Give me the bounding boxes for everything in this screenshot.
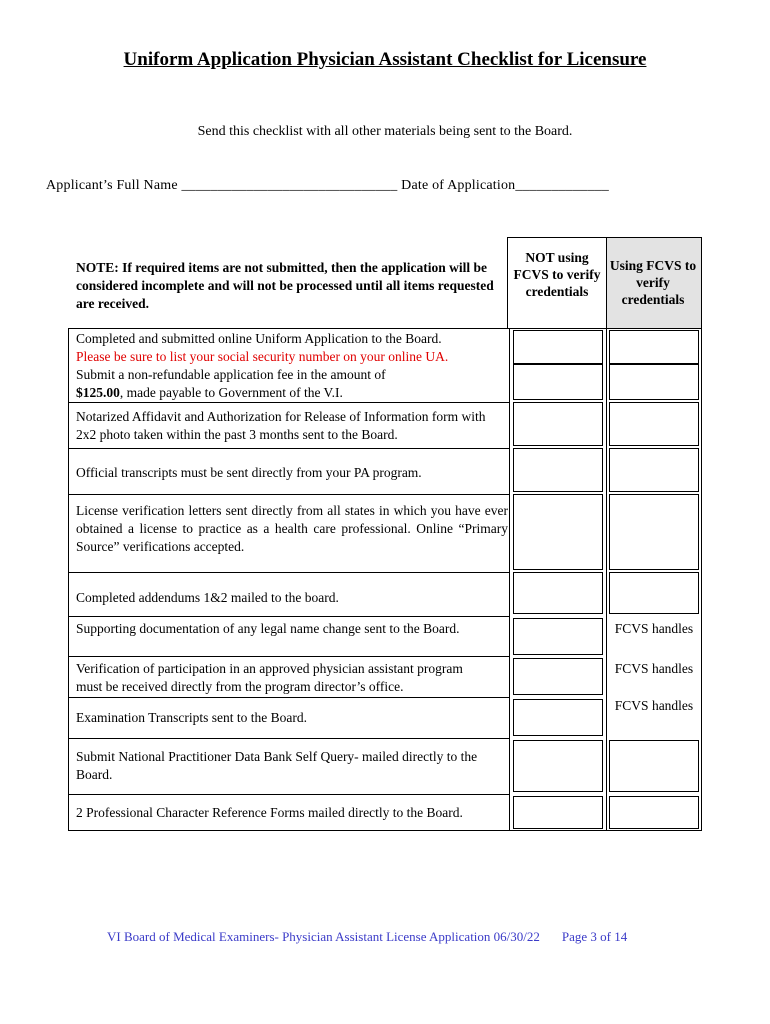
checklist-item-examination-transcripts: Examination Transcripts sent to the Board. [76,710,307,725]
checklist-item-application-fee [70,366,510,402]
checkbox-using[interactable] [609,494,699,570]
row-divider [68,738,509,739]
checkbox-using[interactable] [609,330,699,364]
footer-document-name: VI Board of Medical Examiners- Physician Assistant License Application 06/30/22 [107,929,540,944]
date-blank: _____________ [515,178,609,193]
checklist-item-legal-name-change: Supporting documentation of any legal name change sent to the Board. [76,621,460,636]
checkbox-using[interactable] [609,364,699,400]
item-text: , made payable to Government of the V.I. [119,385,343,400]
checkbox-not-using[interactable] [513,448,603,492]
row-divider [68,402,509,403]
checklist-item-npdb-self-query: Submit National Practitioner Data Bank Self Query- mailed directly to the Board. [76,749,478,782]
checkbox-not-using[interactable] [513,740,603,792]
checkbox-not-using[interactable] [513,494,603,570]
document-title: Uniform Application Physician Assistant Checklist for Licensure [123,49,647,70]
checkbox-not-using[interactable] [513,364,603,400]
date-label: Date of Application [401,178,516,193]
name-blank: ______________________________ [181,178,398,193]
checkbox-not-using[interactable] [513,330,603,364]
column-header-not-using-fcvs: NOT using FCVS to verify credentials [513,250,601,299]
checkbox-using[interactable] [609,740,699,792]
item-text: Completed and submitted online Uniform Application to the Board. [76,331,442,346]
checkbox-using[interactable] [609,572,699,614]
row-divider [68,697,509,698]
checkbox-not-using[interactable] [513,699,603,736]
fcvs-handles-label: FCVS handles [614,661,694,676]
checkbox-using[interactable] [609,448,699,492]
note-text: NOTE: If required items are not submitted, then the application will be considered incomplete and will not be processed until all items requested are received. [76,260,494,311]
name-label: Applicant’s Full Name [46,178,178,193]
document-subtitle: Send this checklist with all other materials being sent to the Board. [197,124,573,139]
item-warning-note: Please be sure to list your social security number on your online UA. [76,349,449,364]
checklist-item-pa-program-verification: Verification of participation in an approved physician assistant program must be received directly from the program director’s office. [76,661,463,694]
checklist-item-license-verification: License verification letters sent directly from all states in which you have ever obtained a license to practice as a health care professional. Online “Primary Source” verifications accepted. [76,503,508,554]
row-divider [68,572,509,573]
checkbox-using[interactable] [609,402,699,446]
checklist-item-notarized-affidavit: Notarized Affidavit and Authorization for Release of Information form with 2x2 photo taken within the past 3 months sent to the Board. [76,409,486,442]
checkbox-not-using[interactable] [513,572,603,614]
checklist-item-character-references: 2 Professional Character Reference Forms mailed directly to the Board. [76,805,463,820]
checklist-item-online-application [70,330,510,366]
fcvs-handles-label: FCVS handles [614,621,694,636]
column-divider [509,328,510,831]
row-divider [68,794,509,795]
page-footer [107,929,627,945]
column-header-using-fcvs: Using FCVS to verify credentials [609,258,697,307]
row-divider [68,448,509,449]
fcvs-handles-label: FCVS handles [614,698,694,713]
checklist-item-official-transcripts: Official transcripts must be sent directly from your PA program. [76,465,422,480]
row-divider [68,616,509,617]
row-divider [68,656,509,657]
fee-amount: $125.00 [76,385,120,400]
checklist-item-addendums: Completed addendums 1&2 mailed to the board. [76,590,339,605]
applicant-info-line [46,178,609,194]
column-divider [606,328,607,831]
checkbox-not-using[interactable] [513,796,603,829]
item-text: Submit a non-refundable application fee in the amount of [76,367,386,382]
row-divider [68,494,509,495]
checkbox-not-using[interactable] [513,618,603,655]
footer-page-number: Page 3 of 14 [561,929,628,944]
checkbox-using[interactable] [609,796,699,829]
checkbox-not-using[interactable] [513,402,603,446]
checkbox-not-using[interactable] [513,658,603,695]
